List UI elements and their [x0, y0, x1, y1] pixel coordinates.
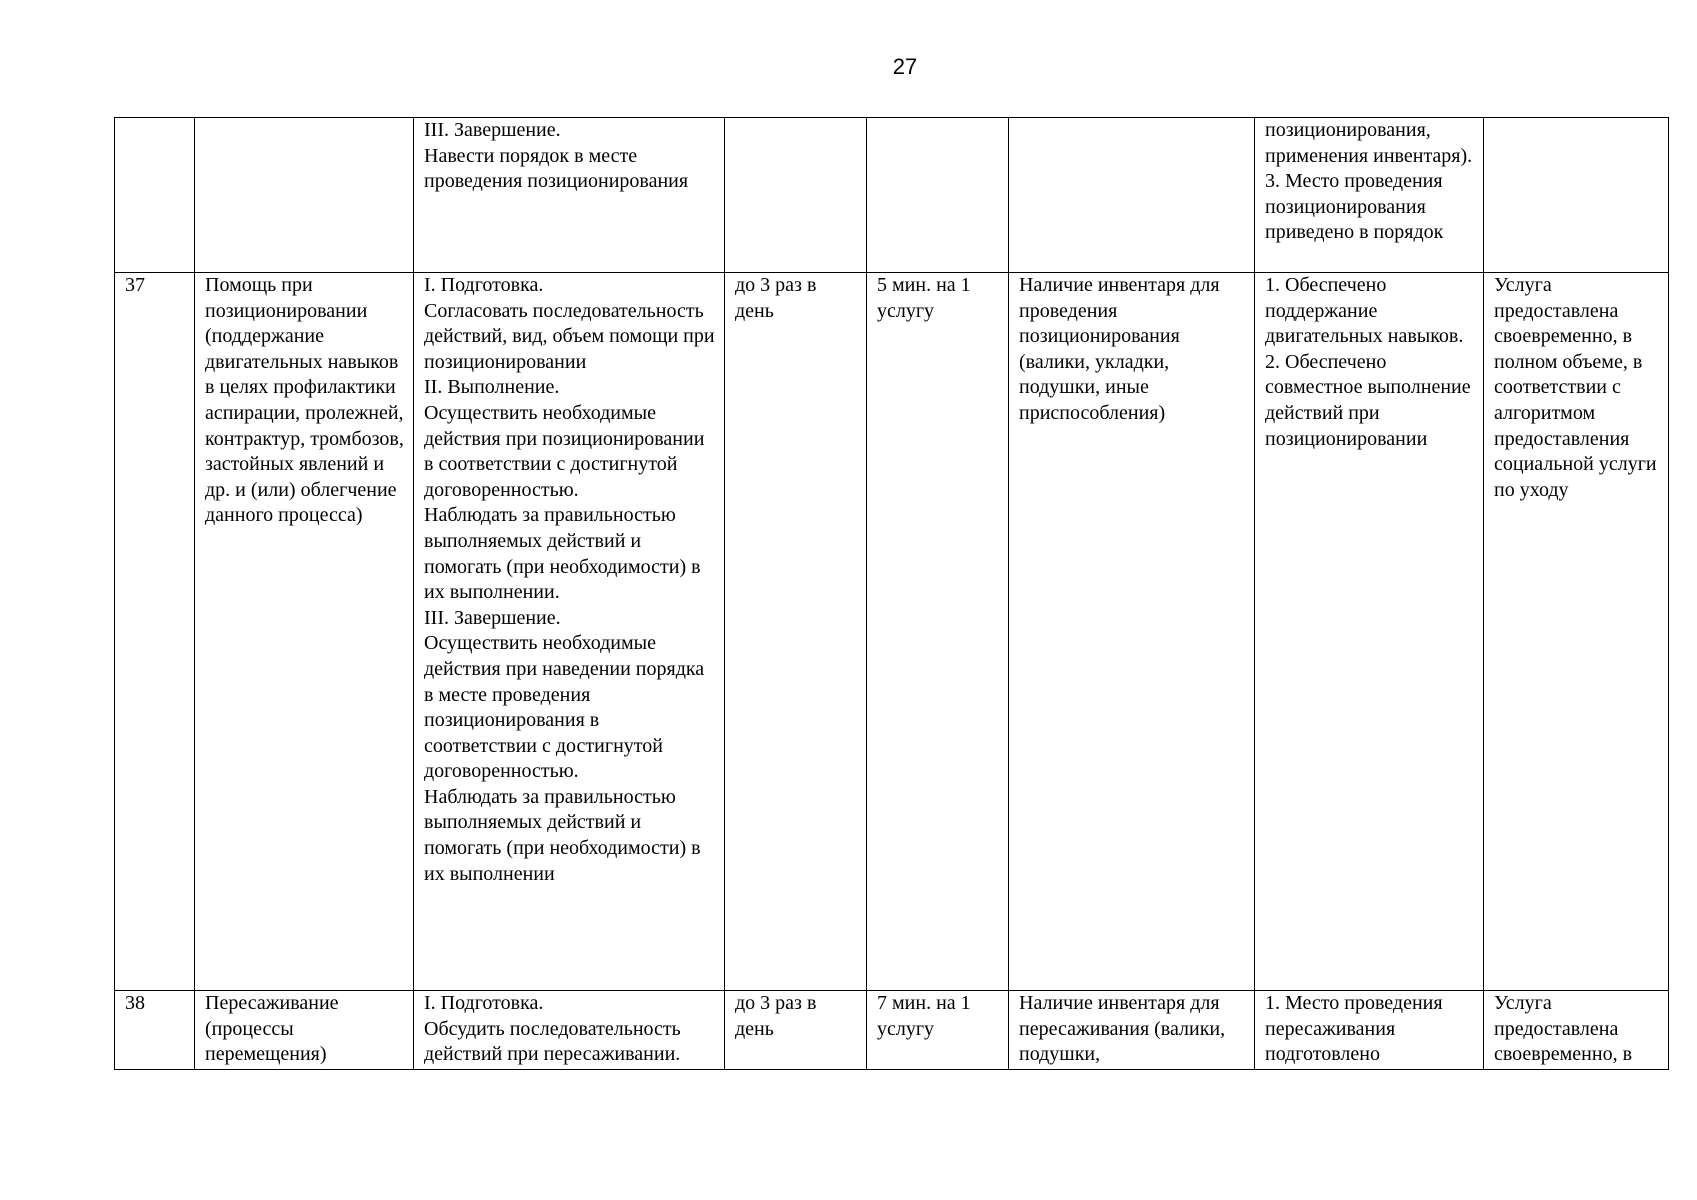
cell-service-name: Пересаживание (процессы перемещения) — [195, 991, 414, 1070]
table-row-37 — [115, 273, 1669, 991]
cell-number — [115, 118, 195, 273]
cell-service-name — [195, 118, 414, 273]
cell-number: 37 — [115, 273, 195, 991]
cell-duration: 5 мин. на 1 услугу — [867, 273, 1009, 991]
cell-service-steps: I. Подготовка. Обсудить последовательность действий при пересаживании. — [414, 991, 725, 1070]
cell-service-steps: III. Завершение. Навести порядок в месте проведения позиционирования — [414, 118, 725, 273]
cell-number: 38 — [115, 991, 195, 1070]
cell-frequency — [725, 118, 867, 273]
services-table — [114, 117, 1669, 1070]
cell-conditions — [1009, 118, 1255, 273]
cell-frequency: до 3 раз в день — [725, 991, 867, 1070]
cell-conditions: Наличие инвентаря для проведения позиционирования (валики, укладки, подушки, иные приспособления) — [1009, 273, 1255, 991]
page-number: 27 — [892, 54, 918, 79]
cell-quality: Услуга предоставлена своевременно, в полном объеме, в соответствии с алгоритмом предоставления социальной услуги по уходу — [1484, 273, 1669, 991]
cell-results: 1. Место проведения пересаживания подготовлено — [1255, 991, 1484, 1070]
table-row-38 — [115, 991, 1669, 1070]
cell-duration — [867, 118, 1009, 273]
cell-results: 1. Обеспечено поддержание двигательных навыков. 2. Обеспечено совместное выполнение действий при позиционировании — [1255, 273, 1484, 991]
cell-service-name: Помощь при позиционировании (поддержание двигательных навыков в целях профилактики аспирации, пролежней, контрактур, тромбозов, застойных явлений и др. и (или) облегчение данного процесса) — [195, 273, 414, 991]
table-row-continuation — [115, 118, 1669, 273]
cell-frequency: до 3 раз в день — [725, 273, 867, 991]
cell-service-steps: I. Подготовка. Согласовать последовательность действий, вид, объем помощи при позиционировании II. Выполнение. Осуществить необходимые действия при позиционировании в соответствии с достигнутой договоренностью. Наблюдать за правильностью выполняемых действий и помогать (при необходимости) в их выполнении. III. Завершение. Осуществить необходимые действия при наведении порядка в месте проведения позиционирования в соответствии с достигнутой договоренностью. Наблюдать за правильностью выполняемых действий и помогать (при необходимости) в их выполнении — [414, 273, 725, 991]
cell-quality — [1484, 118, 1669, 273]
cell-duration: 7 мин. на 1 услугу — [867, 991, 1009, 1070]
cell-conditions: Наличие инвентаря для пересаживания (валики, подушки, — [1009, 991, 1255, 1070]
cell-quality: Услуга предоставлена своевременно, в — [1484, 991, 1669, 1070]
cell-results: позиционирования, применения инвентаря). 3. Место проведения позиционирования приведено в порядок — [1255, 118, 1484, 273]
